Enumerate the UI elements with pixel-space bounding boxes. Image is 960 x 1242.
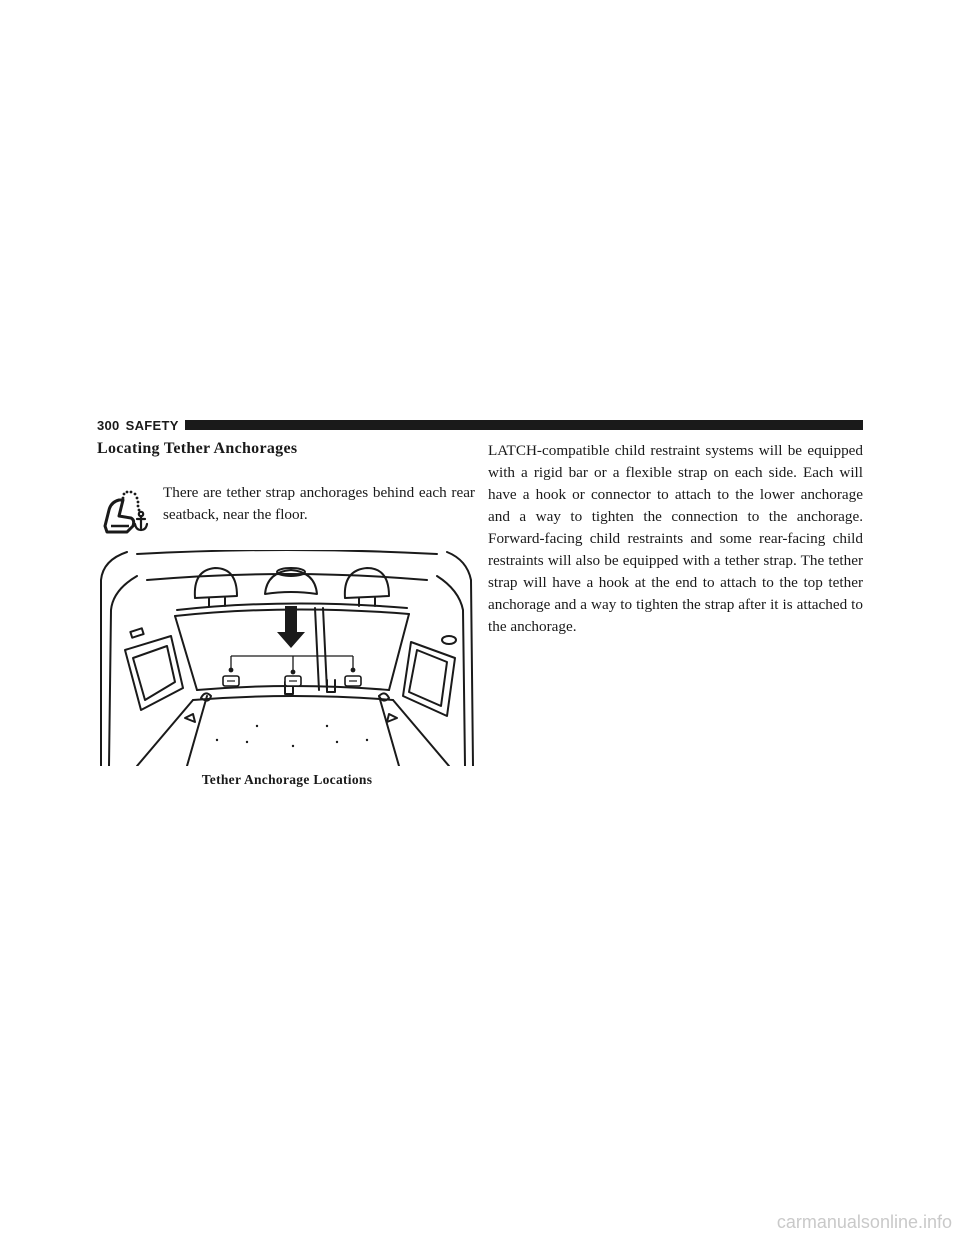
- child-seat-tether-anchor-icon: [97, 486, 153, 542]
- anchorage-location-text: There are tether strap anchorages behind each rear seatback, near the floor.: [163, 484, 475, 523]
- cargo-area-tether-anchorages-illustration: [97, 550, 477, 766]
- section-title: SAFETY: [125, 417, 179, 433]
- page-header: [97, 417, 863, 433]
- latch-paragraph: LATCH-compatible child restraint systems will be equipped with a rigid bar or a flexible strap on each side. Each will have a hook or connector to attach to the lower anchorage and a way to tighten the connection to the anchorage. Forward-facing child restraints and some rear-facing child restraints will also be equipped with a tether strap. The tether strap will have a hook at the end to attach to the top tether anchorage and a way to tighten the strap after it is attached to the anchorage.: [488, 442, 863, 635]
- page-number: 300: [97, 417, 120, 433]
- section-heading: Locating Tether Anchorages: [97, 440, 298, 457]
- figure-caption: Tether Anchorage Locations: [201, 772, 373, 787]
- icon-paragraph: [97, 482, 475, 542]
- header-rule: [185, 420, 863, 430]
- watermark: carmanualsonline.info: [776, 1212, 952, 1232]
- left-column: [97, 440, 475, 787]
- right-column: [488, 440, 863, 638]
